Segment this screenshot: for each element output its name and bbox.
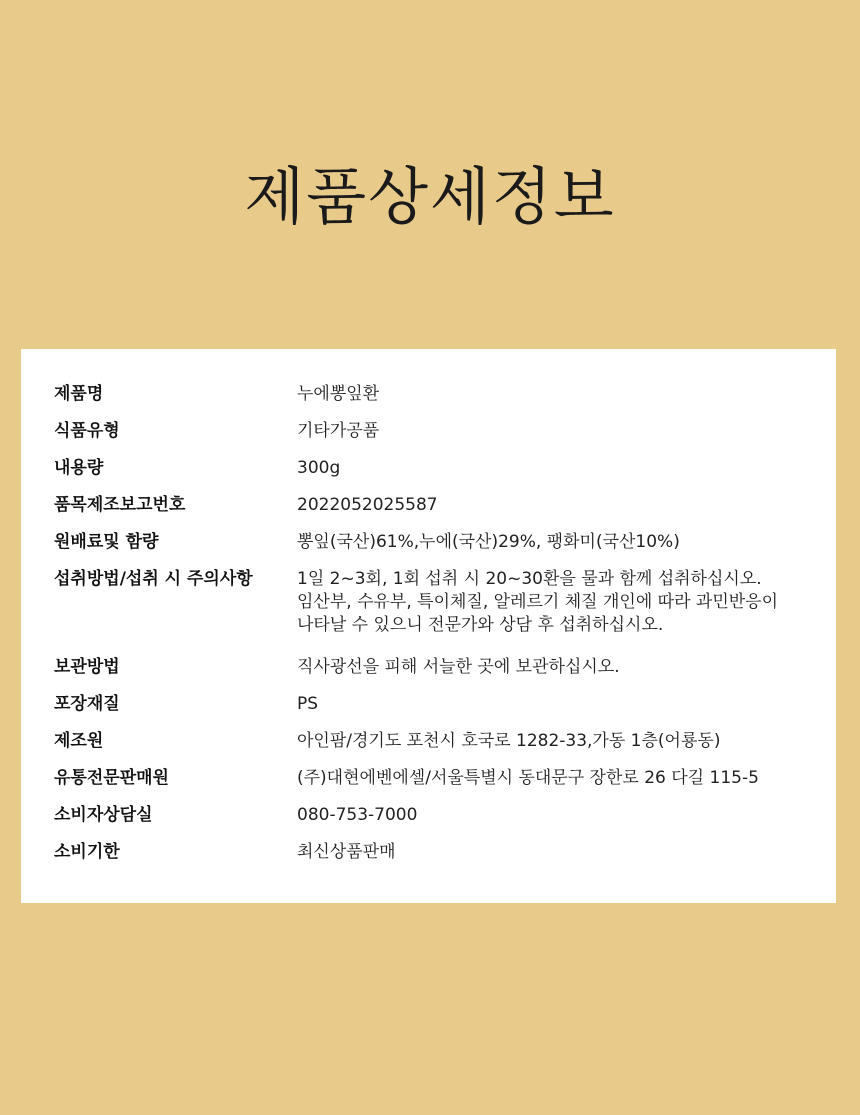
value-customer-center: 080-753-7000 [297, 805, 418, 825]
value-storage: 직사광선을 피해 서늘한 곳에 보관하십시오. [297, 657, 620, 677]
label-ingredients: 원배료및 함량 [54, 532, 159, 552]
row-expiration [54, 841, 814, 864]
value-product-name: 누에뽕잎환 [297, 384, 380, 404]
label-distributor: 유통전문판매원 [54, 768, 169, 788]
label-storage: 보관방법 [54, 657, 120, 677]
value-packaging: PS [297, 694, 319, 714]
product-info-card [21, 349, 836, 903]
label-manufacturer: 제조원 [54, 731, 104, 751]
label-packaging: 포장재질 [54, 694, 120, 714]
value-ingredients: 뽕잎(국산)61%,누에(국산)29%, 팽화미(국산10%) [297, 532, 680, 552]
row-distributor [54, 767, 814, 790]
value-distributor: (주)대현에벤에셀/서울특별시 동대문구 장한로 26 다길 115-5 [297, 768, 759, 788]
label-expiration: 소비기한 [54, 842, 120, 862]
label-report-number: 품목제조보고번호 [54, 495, 186, 515]
product-info-table [54, 383, 814, 864]
value-food-type: 기타가공품 [297, 421, 380, 441]
row-storage [54, 656, 814, 679]
value-manufacturer: 아인팜/경기도 포천시 호국로 1282-33,가동 1층(어룡동) [297, 731, 721, 751]
row-report-number [54, 494, 814, 517]
row-product-name [54, 383, 814, 406]
row-manufacturer [54, 730, 814, 753]
row-packaging [54, 693, 814, 716]
page-title: 제품상세정보 [244, 160, 616, 233]
label-intake-method: 섭취방법/섭취 시 주의사항 [54, 569, 253, 589]
row-food-type [54, 420, 814, 443]
value-expiration: 최신상품판매 [297, 842, 396, 862]
row-ingredients [54, 531, 814, 554]
value-net-content: 300g [297, 458, 341, 478]
value-report-number: 2022052025587 [297, 495, 438, 515]
label-net-content: 내용량 [54, 458, 104, 478]
row-net-content [54, 457, 814, 480]
row-customer-center [54, 804, 814, 827]
row-intake-method [54, 568, 814, 637]
value-intake-method: 1일 2~3회, 1회 섭취 시 20~30환을 물과 함께 섭취하십시오. 임산부, 수유부, 특이체질, 알레르기 체질 개인에 따라 과민반응이 나타날 수 있으니 전문가와 상담 후 섭취하십시오. [297, 569, 779, 635]
label-customer-center: 소비자상담실 [54, 805, 153, 825]
label-product-name: 제품명 [54, 384, 104, 404]
label-food-type: 식품유형 [54, 421, 120, 441]
